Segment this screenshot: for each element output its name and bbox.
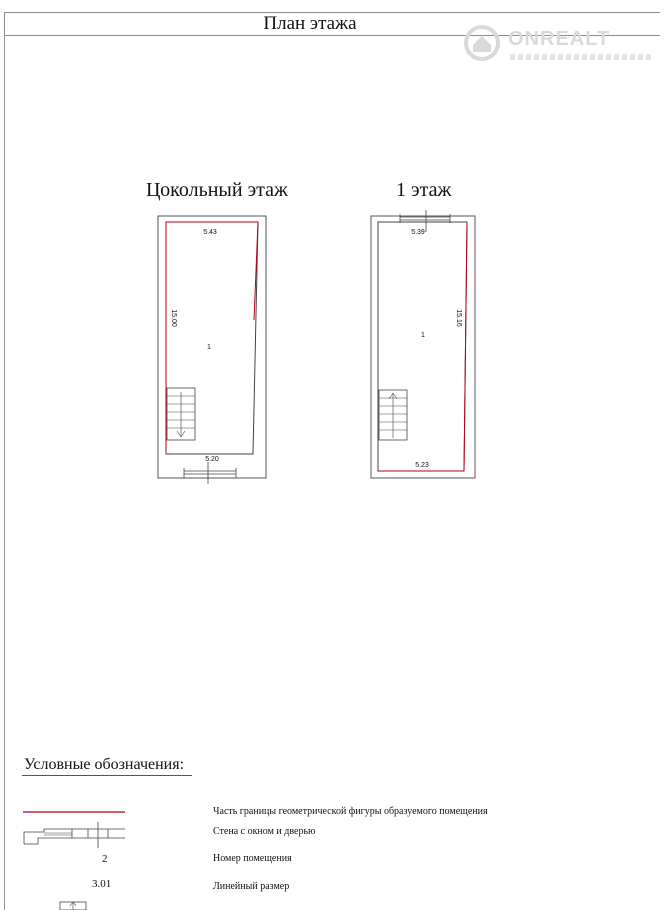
first-inner-wall: [378, 222, 467, 471]
basement-staircase: [167, 388, 195, 440]
legend-item-dimension-text: Линейный размер: [213, 881, 290, 892]
legend-title: Условные обозначения:: [24, 756, 185, 773]
first-room-number: 1: [421, 332, 425, 339]
first-outer-wall: [371, 216, 475, 478]
basement-boundary-line: [166, 222, 258, 454]
legend-item-wall-text: Стена с окном и дверью: [213, 826, 316, 837]
basement-dim-side: 15.00: [170, 309, 177, 327]
legend-stair-symbol: [60, 902, 86, 910]
watermark-text: ONREALT: [508, 28, 611, 50]
basement-dim-top: 5.43: [203, 229, 217, 236]
floor-title-first: 1 этаж: [396, 179, 452, 201]
basement-outer-wall: [158, 216, 266, 478]
plan-basement: [158, 216, 266, 484]
legend-item-room-number-text: Номер помещения: [213, 853, 292, 864]
legend-dimension-sample: 3.01: [92, 878, 112, 890]
first-dim-bottom: 5.23: [415, 462, 429, 469]
basement-room-number: 1: [207, 344, 211, 351]
first-staircase: [379, 390, 407, 440]
first-dim-top: 5.39: [411, 229, 425, 236]
floor-title-basement: Цокольный этаж: [146, 179, 288, 201]
plan-first-floor: [371, 210, 475, 478]
legend-wall-symbol: [24, 822, 125, 848]
page-title: План этажа: [263, 13, 357, 34]
first-boundary-line: [378, 222, 467, 471]
legend-title-underline: [22, 775, 192, 776]
legend-room-number-sample: 2: [102, 853, 108, 865]
legend-item-boundary-text: Часть границы геометрической фигуры образуемого помещения: [213, 806, 488, 817]
basement-dim-bottom: 5.20: [205, 456, 219, 463]
basement-window: [184, 462, 236, 484]
first-dim-side: 15.16: [455, 309, 462, 327]
first-window: [400, 210, 450, 232]
basement-inner-wall: [166, 222, 258, 454]
legend-symbols: [23, 812, 125, 910]
